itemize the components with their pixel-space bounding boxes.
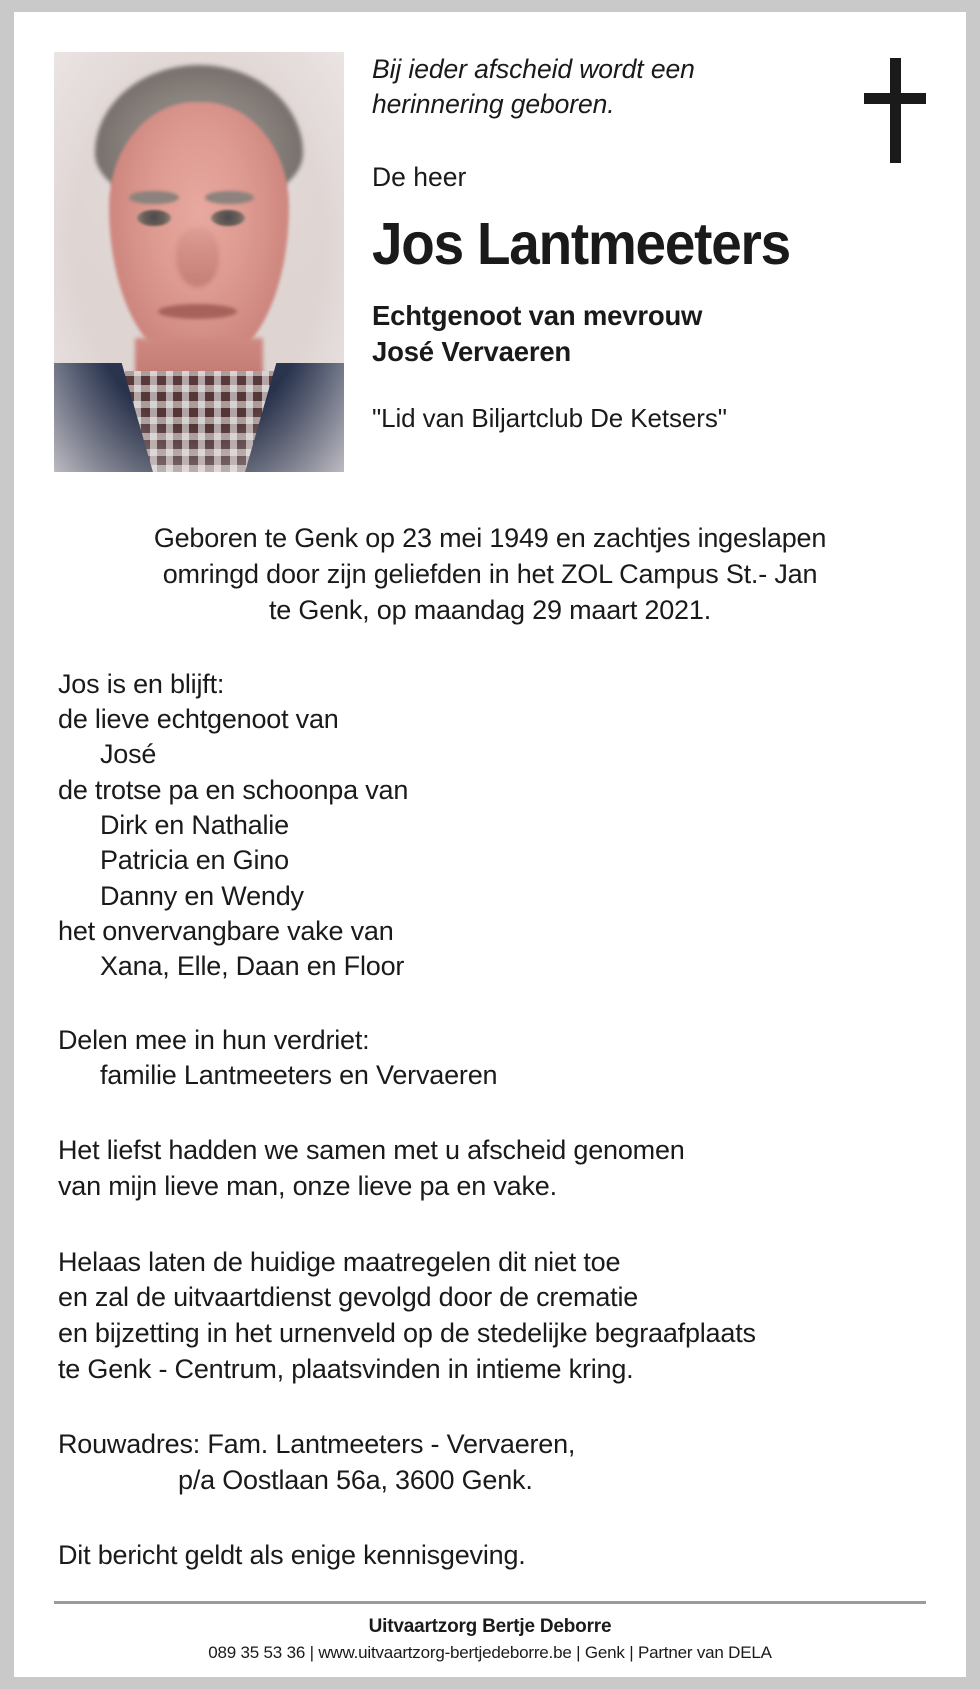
spouse-name: José Vervaeren [372,335,572,367]
address-line-1: Rouwadres: Fam. Lantmeeters - Vervaeren, [58,1429,576,1460]
family-child-2: Patricia en Gino [100,845,289,876]
family-child-1: Dirk en Nathalie [100,809,289,840]
condolences-names: familie Lantmeeters en Vervaeren [100,1060,498,1091]
condolences-block [58,1023,922,1094]
funeral-home-name: Uitvaartzorg Bertje Deborre [368,1616,612,1637]
condolences-heading: Delen mee in hun verdriet: [58,1024,370,1055]
membership-note: "Lid van Biljartclub De Ketsers" [372,402,727,433]
intro-quote: Bij ieder afscheid wordt een herinnering geboren. [372,54,695,120]
measures-line-4: te Genk - Centrum, plaatsvinden in intieme kring. [58,1353,634,1384]
family-heading: Jos is en blijft: [58,668,225,699]
family-grandchildren-names: Xana, Elle, Daan en Floor [100,951,405,982]
card-footer [14,1601,966,1677]
family-block [58,667,922,985]
birth-death-line-1: Geboren te Genk op 23 mei 1949 en zachtjes ingeslapen [153,523,827,553]
funeral-home-contact: 089 35 53 36 | www.uitvaartzorg-bertjedeborre.be | Genk | Partner van DELA [208,1643,772,1662]
family-child-3: Danny en Wendy [100,880,304,911]
spouse-label: Echtgenoot van mevrouw [372,300,703,332]
card-body [14,520,966,1574]
address-line-2: p/a Oostlaan 56a, 3600 Genk. [178,1464,533,1495]
measures-paragraph [58,1245,922,1388]
portrait-photo [54,52,344,472]
birth-death-paragraph [58,520,922,629]
birth-death-line-2: omringd door zijn geliefden in het ZOL Campus St.- Jan [162,559,818,590]
latin-cross-icon [864,58,926,163]
spouse-info [372,298,942,368]
family-relation-spouse: de lieve echtgenoot van [58,703,339,734]
deceased-name: Jos Lantmeeters [372,211,790,278]
family-spouse-name: José [100,739,157,770]
family-relation-children: de trotse pa en schoonpa van [58,774,409,805]
memorial-card [14,12,966,1677]
salutation: De heer [372,162,467,193]
header-text-block [344,52,966,472]
farewell-line-1: Het liefst hadden we samen met u afscheid genomen [58,1135,685,1166]
measures-line-3: en bijzetting in het urnenveld op de stedelijke begraafplaats [58,1317,756,1348]
birth-death-line-3: te Genk, op maandag 29 maart 2021. [269,595,711,626]
footer-divider [54,1601,926,1604]
farewell-paragraph [58,1133,922,1204]
family-relation-grandchildren: het onvervangbare vake van [58,916,394,947]
card-header [14,12,966,472]
measures-line-1: Helaas laten de huidige maatregelen dit niet toe [58,1246,621,1277]
farewell-line-2: van mijn lieve man, onze lieve pa en vake. [58,1171,557,1202]
measures-line-2: en zal de uitvaartdienst gevolgd door de crematie [58,1282,639,1313]
portrait-container [14,52,344,472]
notice-text: Dit bericht geldt als enige kennisgeving. [58,1540,526,1571]
mourning-address [58,1427,922,1498]
